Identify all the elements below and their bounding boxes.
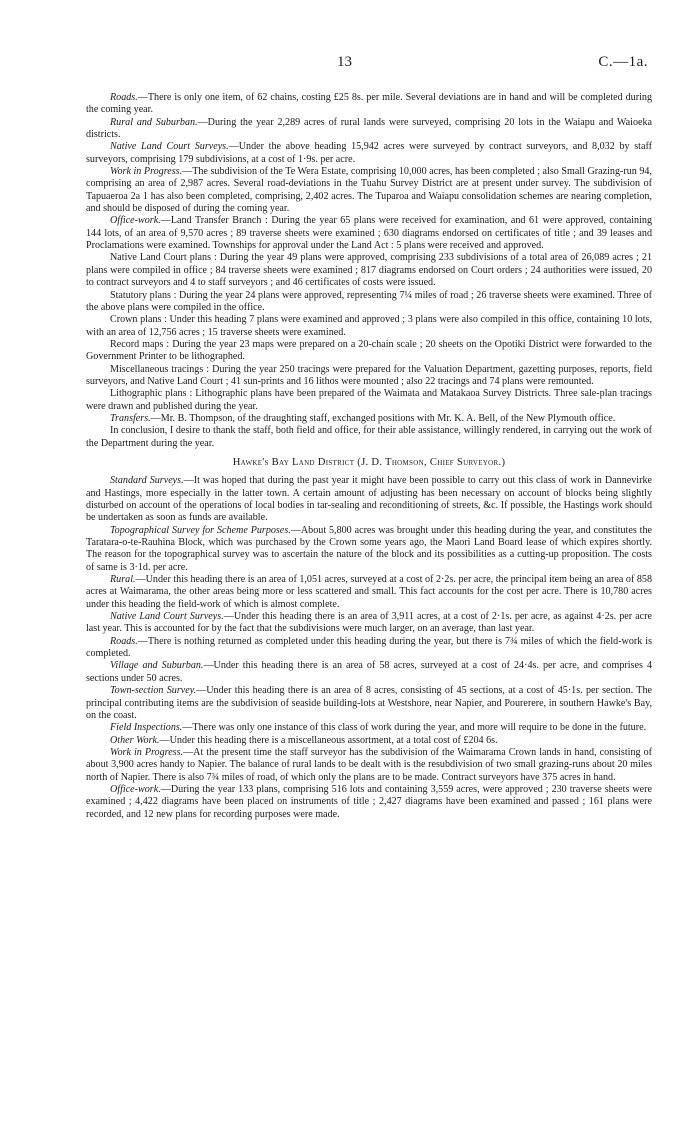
paragraph-office-work-2: Office-work.—During the year 133 plans, comprising 516 lots and containing 3,559 acres, were approved ; 230 traverse sheets were examined ; 4,422 diagrams have been placed on instruments of title ; 2,427 diagrams have been examined and passed ; 161 plans were recorded, and 12 new plans for recording purposes were made. xyxy=(86,783,652,820)
paragraph-misc-tracings: Miscellaneous tracings : During the year 250 tracings were prepared for the Valuation Department, gazetting purposes, reports, field surveyors, and Native Land Court ; 41 sun-prints and 16 lithos were mounted ; also 22 tracings and 74 plans were remounted. xyxy=(86,363,652,387)
paragraph-topographical-survey: Topographical Survey for Scheme Purposes.—About 5,800 acres was brought under this heading during the year, and constitutes the Taratara-o-te-Rauhina Block, which was purchased by the Crown some years ago, the Maori Land Board lease of which expires shortly. The reason for the topographical survey was to ascertain the nature of the block and its possibilities as a cutting-up proposition. The costs of same is 3·1d. per acre. xyxy=(86,524,652,573)
paragraph-other-work: Other Work.—Under this heading there is a miscellaneous assortment, at a total cost of £204 6s. xyxy=(110,734,498,746)
paragraph-conclusion: In conclusion, I desire to thank the staff, both field and office, for their able assistance, willingly rendered, in carrying out the work of the Department during the year. xyxy=(86,425,652,449)
paragraph-village-suburban: Village and Suburban.—Under this heading there is an area of 58 acres, surveyed at a cost of 24·4s. per acre, and comprises 4 sections under 50 acres. xyxy=(86,660,652,684)
paragraph-native-land-court-2: Native Land Court Surveys.—Under this heading there is an area of 3,911 acres, at a cost of 2·1s. per acre, as against 4·2s. per acre last year. This is accounted for by the fact that the subdivisions were much larger, on an average, than last year. xyxy=(86,611,652,635)
paragraph-statutory-plans: Statutory plans : During the year 24 plans were approved, representing 7¼ miles of road ; 26 traverse sheets were examined. Three of the above plans were compiled in the office. xyxy=(86,289,652,313)
page-number: 13 xyxy=(337,54,352,70)
paragraph-native-land-court: Native Land Court Surveys.—Under the above heading 15,942 acres were surveyed by contract surveyors, and 8,032 by staff surveyors, comprising 179 subdivisions, at a cost of 1·9s. per acre. xyxy=(86,141,652,165)
paragraph-rural-suburban: Rural and Suburban.—During the year 2,289 acres of rural lands were surveyed, comprising 20 lots in the Waiapu and Waioeka districts. xyxy=(86,116,652,141)
paragraph-town-section: Town-section Survey.—Under this heading there is an area of 8 acres, consisting of 45 sections, at a cost of 45·1s. per section. The principal contributing items are the subdivision of seaside building-lots at Westshore, near Napier, and Pourerere, in southern Hawke's Bay, on the coast. xyxy=(86,685,652,721)
section-heading: Hawke's Bay Land District (J. D. Thomson, Chief Surveyor.) xyxy=(232,456,506,468)
paragraph-work-in-progress-2: Work in Progress.—At the present time the staff surveyor has the subdivision of the Waimarama Crown lands in hand, consisting of about 3,900 acres handy to Napier. The balance of rural lands to be dealt with is the resubdivision of two small grazing-runs about 20 miles north of Napier. There is also 7¾ miles of road, of which only the plans are to be made. Contract surveyors have 375 acres in hand. xyxy=(86,746,652,783)
paragraph-record-maps: Record maps : During the year 23 maps were prepared on a 20-chain scale ; 20 sheets on the Opotiki District were forwarded to the Government Printer to be lithographed. xyxy=(86,338,652,363)
paragraph-lithographic-plans: Lithographic plans : Lithographic plans have been prepared of the Waimata and Matakaoa Survey Districts. Three sale-plan tracings were drawn and published during the year. xyxy=(86,388,652,412)
paragraph-transfers: Transfers.—Mr. B. Thompson, of the draughting staff, exchanged positions with Mr. K. A. Bell, of the New Plymouth office. xyxy=(110,412,616,424)
page-header xyxy=(0,54,700,76)
paragraph-native-land-court-plans: Native Land Court plans : During the year 49 plans were approved, comprising 233 subdivisions of a total area of 26,089 acres ; 21 plans were compiled in office ; 84 traverse sheets were examined ; 817 diagrams endorsed on Court orders ; 24 authorities were issued, 20 to contract surveyors and 4 to staff surveyors ; and 46 certificates of costs were issued. xyxy=(86,252,652,289)
paragraph-office-work: Office-work.—Land Transfer Branch : During the year 65 plans were received for examination, and 61 were approved, containing 144 lots, of an area of 9,570 acres ; 89 traverse sheets were examined ; 630 diagrams endorsed on certificates of title ; and 39 leases and Proclamations were examined. Townships for approval under the Land Act : 5 plans were received and approved. xyxy=(86,215,652,252)
paragraph-work-in-progress: Work in Progress.—The subdivision of the Te Wera Estate, comprising 10,000 acres, has been completed ; also Small Grazing-run 94, comprising an area of 2,987 acres. Several road-deviations in the Tuahu Survey District are at present under survey. The subdivision of Tapuaeroa 2a 1 has also been completed, comprising, 2,402 acres. The Tuparoa and Waiapu consolidation schemes are nearing completion, and should be disposed of during the coming year. xyxy=(86,166,652,215)
paragraph-rural: Rural.—Under this heading there is an area of 1,051 acres, surveyed at a cost of 2·2s. per acre, the principal item being an area of 858 acres at Waimarama, the other areas being more or less scattered and small. This fact accounts for the cost per acre. There is 10,780 acres under this heading the field-work of which is almost complete. xyxy=(86,574,652,610)
document-body xyxy=(86,92,652,821)
paragraph-field-inspections: Field Inspections.—There was only one instance of this class of work during the year, and more will require to be done in the future. xyxy=(110,722,647,734)
paragraph-standard-surveys: Standard Surveys.—It was hoped that during the past year it might have been possible to carry out this class of work in Dannevirke and Hastings, more especially in the latter town. A certain amount of adjusting has been necessary on account of blocks being slightly disturbed on account of the operations of local bodies in tar-sealing and reconditioning of streets, &c. If possible, the Hastings work should be undertaken as soon as funds are available. xyxy=(86,475,652,524)
series-code: C.—1a. xyxy=(598,54,648,70)
paragraph-roads-2: Roads.—There is nothing returned as completed under this heading during the year, but there is 7¾ miles of which the field-work is completed. xyxy=(86,635,652,660)
paragraph-crown-plans: Crown plans : Under this heading 7 plans were examined and approved ; 3 plans were also compiled in this office, containing 10 lots, with an area of 12,756 acres ; 15 traverse sheets were examined. xyxy=(86,314,652,338)
paragraph-roads: Roads.—There is only one item, of 62 chains, costing £25 8s. per mile. Several deviations are in hand and will be completed during the coming year. xyxy=(86,92,652,116)
